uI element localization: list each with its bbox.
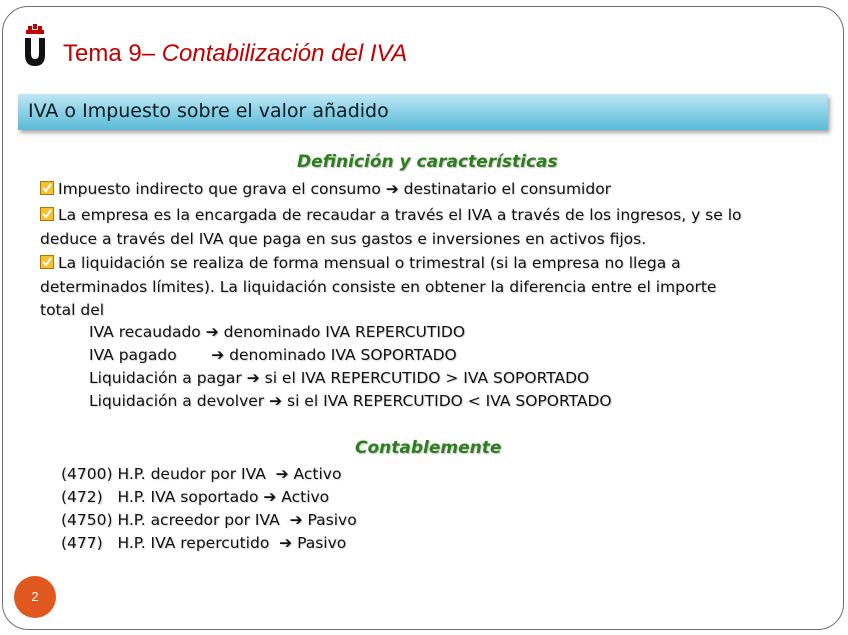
page-number-badge: 2 xyxy=(14,576,56,618)
bullet-item xyxy=(40,254,681,272)
section-heading-definition: Definición y características xyxy=(297,152,558,172)
bullet-item xyxy=(40,206,742,224)
bullet-item xyxy=(40,180,611,198)
bullet-continuation: deduce a través del IVA que paga en sus gastos e inversiones en activos fijos. xyxy=(40,230,647,248)
title-italic: Contabilización del IVA xyxy=(161,40,408,67)
checkbox-checked-icon xyxy=(40,207,54,221)
account-line: (477) H.P. IVA repercutido ➔ Pasivo xyxy=(61,534,347,552)
bullet-text: La liquidación se realiza de forma mensual o trimestral (si la empresa no llega a xyxy=(58,254,681,272)
section-heading-accounting: Contablemente xyxy=(355,438,502,458)
checkbox-checked-icon xyxy=(40,181,54,195)
sub-item: IVA recaudado ➔ denominado IVA REPERCUTIDO xyxy=(89,323,466,341)
page-title xyxy=(63,40,407,68)
title-prefix: Tema 9– xyxy=(63,40,162,67)
sub-item: Liquidación a pagar ➔ si el IVA REPERCUTIDO > IVA SOPORTADO xyxy=(89,369,590,387)
bullet-continuation: determinados límites). La liquidación consiste en obtener la diferencia entre el importe xyxy=(40,278,717,296)
band-title: IVA o Impuesto sobre el valor añadido xyxy=(28,100,389,122)
bullet-continuation: total del xyxy=(40,301,105,319)
university-logo-icon xyxy=(22,24,48,68)
bullet-text: La empresa es la encargada de recaudar a través el IVA a través de los ingresos, y se lo xyxy=(58,206,742,224)
account-line: (4750) H.P. acreedor por IVA ➔ Pasivo xyxy=(61,511,357,529)
section-band xyxy=(18,94,828,130)
sub-item: IVA pagado ➔ denominado IVA SOPORTADO xyxy=(89,346,457,364)
bullet-text: Impuesto indirecto que grava el consumo ➔ destinatario el consumidor xyxy=(58,180,612,198)
checkbox-checked-icon xyxy=(40,255,54,269)
sub-item: Liquidación a devolver ➔ si el IVA REPERCUTIDO < IVA SOPORTADO xyxy=(89,392,612,410)
account-line: (4700) H.P. deudor por IVA ➔ Activo xyxy=(61,465,342,483)
account-line: (472) H.P. IVA soportado ➔ Activo xyxy=(61,488,330,506)
